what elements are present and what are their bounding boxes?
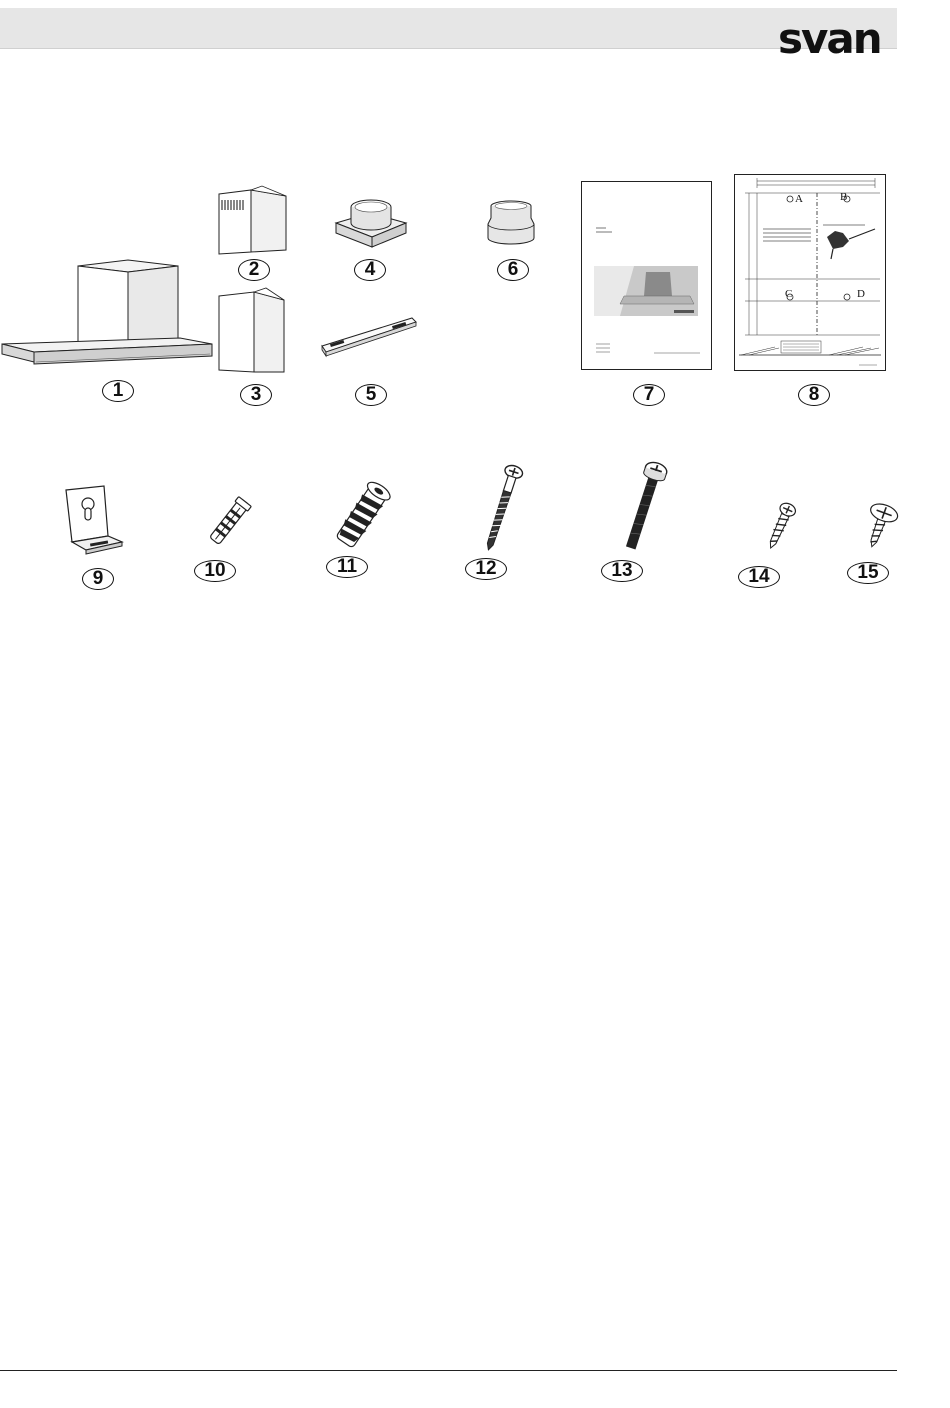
adapter-ring-icon (486, 200, 536, 246)
template-label-d: D (857, 288, 865, 300)
part-7-manual (581, 181, 712, 370)
part-number-7: 7 (633, 384, 665, 406)
lower-chimney-cover-icon (216, 288, 288, 374)
wood-screw-icon (470, 462, 534, 554)
template-label-b: B (840, 191, 848, 203)
part-6-adapter (486, 200, 536, 246)
part-8-template (734, 174, 886, 371)
part-11-large-plug (326, 478, 398, 554)
part-5-bracket (320, 312, 418, 358)
flat-head-screw-icon (856, 502, 902, 552)
part-9-keyhole-bracket (56, 484, 128, 556)
part-14-short-screw (760, 500, 800, 554)
part-number-15: 15 (847, 562, 889, 584)
part-number-5: 5 (355, 384, 387, 406)
part-number-1: 1 (102, 380, 134, 402)
upper-chimney-cover-icon (216, 188, 288, 258)
part-12-wood-screw (470, 462, 534, 554)
chimney-hood-icon (0, 258, 215, 370)
part-number-14: 14 (738, 566, 780, 588)
small-wall-plug-icon (206, 494, 252, 550)
keyhole-bracket-icon (56, 484, 128, 556)
machine-screw-icon (608, 460, 680, 554)
part-10-small-plug (206, 494, 252, 550)
air-outlet-flange-icon (330, 195, 410, 255)
part-2-upper-cover (216, 188, 288, 258)
template-label-a: A (795, 193, 803, 205)
part-number-10: 10 (194, 560, 236, 582)
part-number-6: 6 (497, 259, 529, 281)
part-number-4: 4 (354, 259, 386, 281)
part-number-13: 13 (601, 560, 643, 582)
part-number-3: 3 (240, 384, 272, 406)
part-1-hood (0, 258, 215, 370)
mounting-bracket-icon (320, 312, 418, 358)
footer-rule (0, 1370, 897, 1371)
part-number-2: 2 (238, 259, 270, 281)
brand-logo: svan (778, 14, 881, 63)
large-wall-plug-icon (326, 478, 398, 554)
short-screw-icon (760, 500, 800, 554)
part-number-12: 12 (465, 558, 507, 580)
part-3-lower-cover (216, 288, 288, 374)
part-number-11: 11 (326, 556, 368, 578)
installation-template-icon (735, 175, 885, 370)
header-bar (0, 8, 897, 49)
part-number-8: 8 (798, 384, 830, 406)
template-label-c: C (785, 288, 793, 300)
instruction-manual-icon (582, 182, 711, 369)
part-15-flat-screw (856, 502, 902, 552)
part-4-flange (330, 195, 410, 255)
part-number-9: 9 (82, 568, 114, 590)
part-13-machine-screw (608, 460, 680, 554)
